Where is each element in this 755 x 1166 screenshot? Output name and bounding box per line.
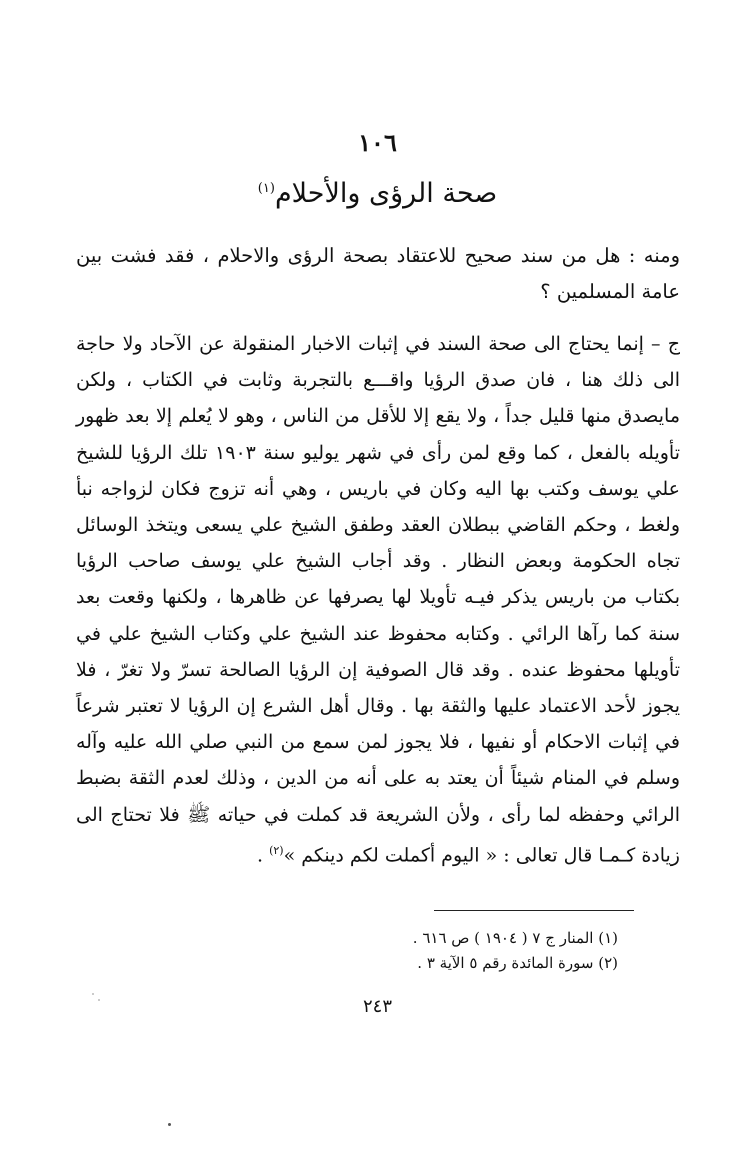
footnote-divider [434, 910, 634, 911]
scan-speck [168, 1123, 171, 1126]
section-title-text: صحة الرؤى والأحلام [274, 178, 498, 209]
section-title [0, 178, 755, 209]
answer-footnote-marker: (٢) [269, 843, 284, 857]
answer-end: . [256, 844, 270, 867]
question-paragraph: ومنه : هل من سند صحيح للاعتقاد بصحة الرؤى والاحلام ، فقد فشت بين عامة المسلمين ؟ [76, 244, 680, 303]
page-number: ١٠٦ [358, 128, 397, 157]
title-footnote-marker: (١) [257, 181, 275, 196]
scan-speck [92, 993, 94, 995]
scan-speck [98, 999, 100, 1001]
footnote-1: (١) المنار ج ٧ ( ١٩٠٤ ) ص ٦١٦ . [412, 929, 618, 947]
bottom-page-number: ٢٤٣ [362, 996, 392, 1017]
footnote-2: (٢) سورة المائدة رقم ٥ الآية ٣ . [417, 954, 618, 972]
answer-text: ج – إنما يحتاج الى صحة السند في إثبات الاخبار المنقولة عن الآحاد ولا حاجة الى ذلك هنا ، فان صدق الرؤيا واقـــع بالتجربة وثابت في الكتاب ، ولكن مايصدق منها قليل جداً ، ولا يقع إلا للأقل من الناس ، وهو لا يُعلم إلا بعد ظهور تأويله بالفعل ، كما وقع لمن رأى في شهر يوليو سنة ١٩٠٣ تلك الرؤيا للشيخ علي يوسف وكتب بها اليه وكان في باريس ، وهي أنه تزوج فكان لزواجه نبأ ولغط ، وحكم القاضي ببطلان العقد وطفق الشيخ علي يسعى ويتخذ الوسائل تجاه الحكومة وبعض النظار . وقد أجاب الشيخ علي يوسف صاحب الرؤيا بكتاب من باريس يذكر فيـه تأويلا لها يصرفها عن ظاهرها ، ولكنها وقعت بعد سنة كما رآها الرائي . وكتابه محفوظ عند الشيخ علي وكتاب الشيخ علي في تأويلها محفوظ عنده . وقد قال الصوفية إن الرؤيا الصالحة تسرّ ولا تغرّ ، فلا يجوز لأحد الاعتماد عليها والثقة بها . وقال أهل الشرع إن الرؤيا لا تعتبر شرعاً في إثبات الاحكام أو نفيها ، فلا يجوز لمن سمع من النبي صلي الله عليه وآله وسلم في المنام شيئاً أن يعتد به على أنه من الدين ، وذلك لعدم الثقة بضبط الرائي وحفظه لما رأى ، ولأن الشريعة قد كملت في حياته ﷺ فلا تحتاج الى زيادة كـمـا قال تعالى : « اليوم أكملت لكم دينكم » [76, 333, 681, 867]
answer-paragraph [76, 326, 680, 873]
footnotes [200, 926, 618, 976]
